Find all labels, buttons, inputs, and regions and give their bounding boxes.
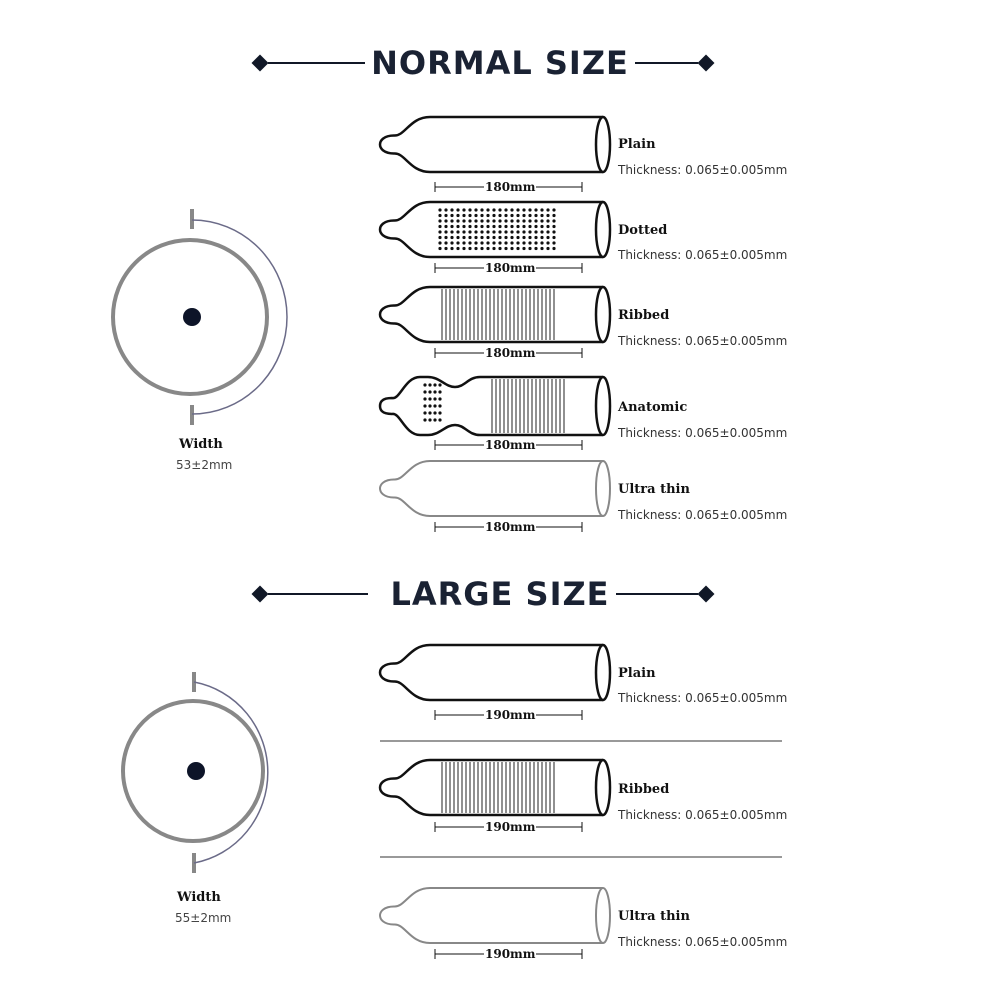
large-width-value: 55±2mm <box>175 911 232 925</box>
product-outline <box>380 461 610 516</box>
product-length: 180mm <box>485 346 536 360</box>
normal-width-value: 53±2mm <box>176 458 233 472</box>
product-length: 190mm <box>485 708 536 722</box>
large-width-diagram <box>123 672 268 873</box>
product-outline <box>380 645 610 700</box>
product-length: 180mm <box>485 180 536 194</box>
normal-width-label: Width <box>179 437 223 452</box>
product-name: Ultra thin <box>618 909 690 924</box>
product-length: 180mm <box>485 520 536 534</box>
product-name: Dotted <box>618 223 668 238</box>
product-outline <box>380 117 610 172</box>
product-thickness: Thickness: 0.065±0.005mm <box>618 808 788 822</box>
product-length: 180mm <box>485 261 536 275</box>
product-length: 190mm <box>485 820 536 834</box>
product-name: Ultra thin <box>618 482 690 497</box>
product-thickness: Thickness: 0.065±0.005mm <box>618 334 788 348</box>
product-outline <box>380 287 610 342</box>
large-width-label: Width <box>177 890 221 905</box>
product-name: Plain <box>618 137 656 152</box>
product-thickness: Thickness: 0.065±0.005mm <box>618 935 788 949</box>
normal-width-diagram <box>113 209 287 425</box>
product-name: Ribbed <box>618 308 670 323</box>
normal-size-heading <box>0 43 1000 83</box>
product-length: 190mm <box>485 947 536 961</box>
product-name: Ribbed <box>618 782 670 797</box>
product-name: Plain <box>618 666 656 681</box>
section-title: NORMAL SIZE <box>0 43 1000 83</box>
product-outline <box>380 888 610 943</box>
product-outline <box>380 760 610 815</box>
product-thickness: Thickness: 0.065±0.005mm <box>618 426 788 440</box>
product-outline <box>380 377 610 435</box>
section-title: LARGE SIZE <box>0 574 1000 614</box>
product-name: Anatomic <box>618 400 688 415</box>
product-thickness: Thickness: 0.065±0.005mm <box>618 248 788 262</box>
large-size-heading <box>0 574 1000 614</box>
product-thickness: Thickness: 0.065±0.005mm <box>618 691 788 705</box>
product-thickness: Thickness: 0.065±0.005mm <box>618 508 788 522</box>
product-length: 180mm <box>485 438 536 452</box>
product-outline <box>380 202 610 257</box>
product-thickness: Thickness: 0.065±0.005mm <box>618 163 788 177</box>
